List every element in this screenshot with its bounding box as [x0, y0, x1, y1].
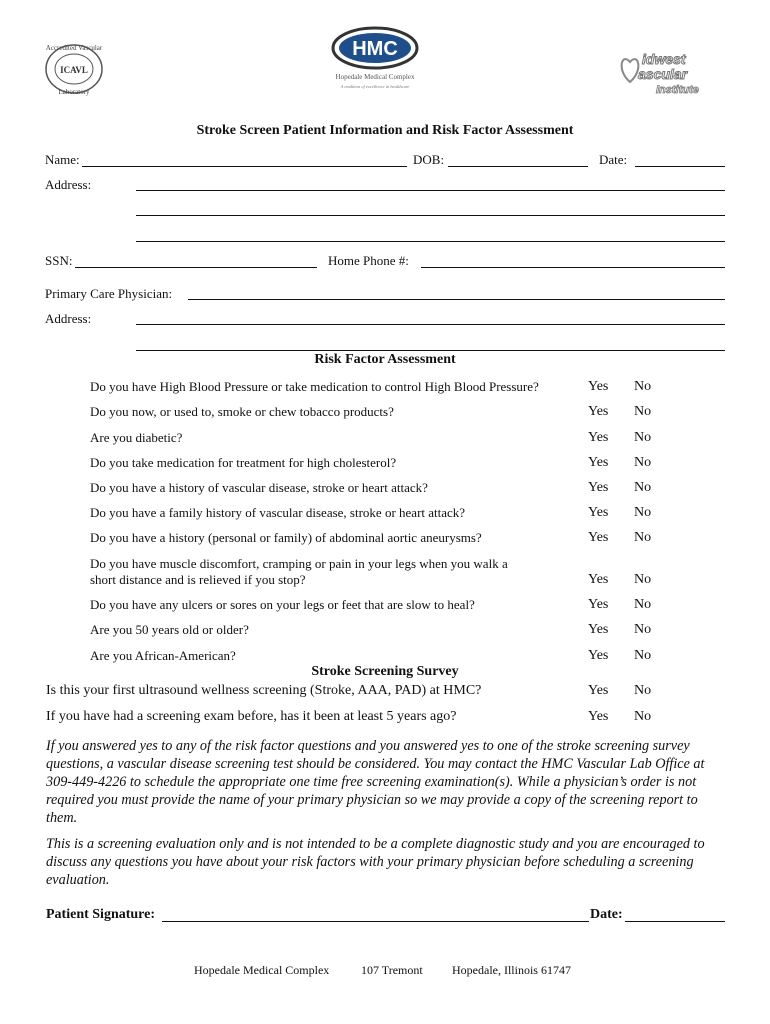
footer-street: 107 Tremont [361, 963, 423, 977]
name-label: Name: [45, 152, 80, 167]
yes-option[interactable]: Yes [588, 648, 609, 663]
risk-question: short distance and is relieved if you stop? [90, 572, 306, 587]
dob-label: DOB: [413, 152, 445, 167]
no-option[interactable]: No [634, 379, 652, 394]
pcp-label: Primary Care Physician: [45, 286, 173, 301]
yes-option[interactable]: Yes [588, 572, 609, 587]
footer-org: Hopedale Medical Complex [194, 963, 330, 977]
yes-option[interactable]: Yes [588, 480, 609, 495]
yes-option[interactable]: Yes [588, 597, 609, 612]
risk-question: Do you have any ulcers or sores on your legs or feet that are slow to heal? [90, 597, 475, 612]
risk-question: Are you African-American? [90, 648, 236, 663]
no-option[interactable]: No [634, 597, 652, 612]
yes-option[interactable]: Yes [588, 530, 609, 545]
yes-option[interactable]: Yes [588, 622, 609, 637]
icavl-accreditation-logo [40, 38, 108, 100]
risk-question: Do you have High Blood Pressure or take medication to control High Blood Pressure? [90, 379, 539, 394]
yes-option[interactable]: Yes [588, 430, 609, 445]
survey-heading: Stroke Screening Survey [311, 664, 459, 679]
no-option[interactable]: No [634, 709, 652, 724]
address-line-3[interactable] [136, 241, 725, 242]
risk-question: Do you have a family history of vascular disease, stroke or heart attack? [90, 505, 466, 520]
date-field[interactable] [635, 166, 725, 167]
name-field[interactable] [82, 166, 407, 167]
yes-option[interactable]: Yes [588, 505, 609, 520]
pcp-address-line-2[interactable] [136, 350, 725, 351]
date-label: Date: [599, 152, 628, 167]
risk-question: Do you now, or used to, smoke or chew tobacco products? [90, 404, 394, 419]
signature-label: Patient Signature: [46, 907, 156, 922]
logo-right-line2: ascular [638, 66, 688, 82]
home-phone-label: Home Phone #: [328, 253, 409, 268]
signature-date-label: Date: [590, 907, 623, 922]
pcp-field[interactable] [188, 299, 725, 300]
signature-field[interactable] [162, 921, 589, 922]
logo-left-bottom-text: Laboratory [58, 88, 90, 96]
midwest-vascular-institute-logo [620, 48, 720, 98]
no-option[interactable]: No [634, 572, 652, 587]
yes-option[interactable]: Yes [588, 404, 609, 419]
ssn-label: SSN: [45, 253, 73, 268]
risk-question: Do you have a history of vascular disease, stroke or heart attack? [90, 480, 428, 495]
yes-option[interactable]: Yes [588, 379, 609, 394]
logo-right-line3: Institute [656, 84, 699, 96]
form-title: Stroke Screen Patient Information and Risk Factor Assessment [196, 123, 574, 138]
risk-question: Do you take medication for treatment for high cholesterol? [90, 455, 397, 470]
risk-question: Do you have a history (personal or family) of abdominal aortic aneurysms? [90, 530, 482, 545]
footer-city: Hopedale, Illinois 61747 [452, 963, 571, 977]
no-option[interactable]: No [634, 648, 652, 663]
survey-question: If you have had a screening exam before, has it been at least 5 years ago? [46, 709, 457, 724]
yes-option[interactable]: Yes [588, 709, 609, 724]
address-line-2[interactable] [136, 215, 725, 216]
home-phone-field[interactable] [421, 267, 725, 268]
disclaimer-paragraph: This is a screening evaluation only and is not intended to be a complete diagnostic study and you are encouraged to discuss any questions you have about your risk factors with your primary physician before scheduling a screening evaluation. [46, 836, 705, 888]
yes-option[interactable]: Yes [588, 455, 609, 470]
logo-left-top-text: Accredited Vascular [45, 44, 103, 52]
address-line-1[interactable] [136, 190, 725, 191]
pcp-address-label: Address: [45, 311, 92, 326]
dob-field[interactable] [448, 166, 588, 167]
hmc-name-text: Hopedale Medical Complex [335, 73, 415, 81]
risk-question: Do you have muscle discomfort, cramping or pain in your legs when you walk a [90, 556, 508, 571]
no-option[interactable]: No [634, 622, 652, 637]
no-option[interactable]: No [634, 505, 652, 520]
no-option[interactable]: No [634, 455, 652, 470]
instructions-paragraph: If you answered yes to any of the risk factor questions and you answered yes to one of the stroke screening survey questions, a vascular disease screening test should be considered. You may contact the HMC Vascular Lab Office at 309-449-4226 to schedule the appropriate one time free screening examination(s). While a physician’s order is not required you must provide the name of your primary physician so we may provide a copy of the screening report to them. [46, 738, 705, 826]
hmc-tagline-text: A tradition of excellence in healthcare [340, 84, 410, 89]
logo-left-mid-text: ICAVL [60, 65, 88, 75]
no-option[interactable]: No [634, 530, 652, 545]
risk-heading: Risk Factor Assessment [314, 352, 456, 367]
yes-option[interactable]: Yes [588, 683, 609, 698]
no-option[interactable]: No [634, 683, 652, 698]
no-option[interactable]: No [634, 480, 652, 495]
hmc-logo [325, 24, 425, 94]
signature-date-field[interactable] [625, 921, 725, 922]
no-option[interactable]: No [634, 404, 652, 419]
ssn-field[interactable] [75, 267, 317, 268]
survey-question: Is this your first ultrasound wellness screening (Stroke, AAA, PAD) at HMC? [46, 683, 482, 698]
pcp-address-line-1[interactable] [136, 324, 725, 325]
risk-question: Are you 50 years old or older? [90, 622, 249, 637]
address-label: Address: [45, 177, 92, 192]
no-option[interactable]: No [634, 430, 652, 445]
risk-question: Are you diabetic? [90, 430, 183, 445]
hmc-brand-text: HMC [352, 38, 398, 60]
logo-right-line1: idwest [642, 51, 686, 67]
